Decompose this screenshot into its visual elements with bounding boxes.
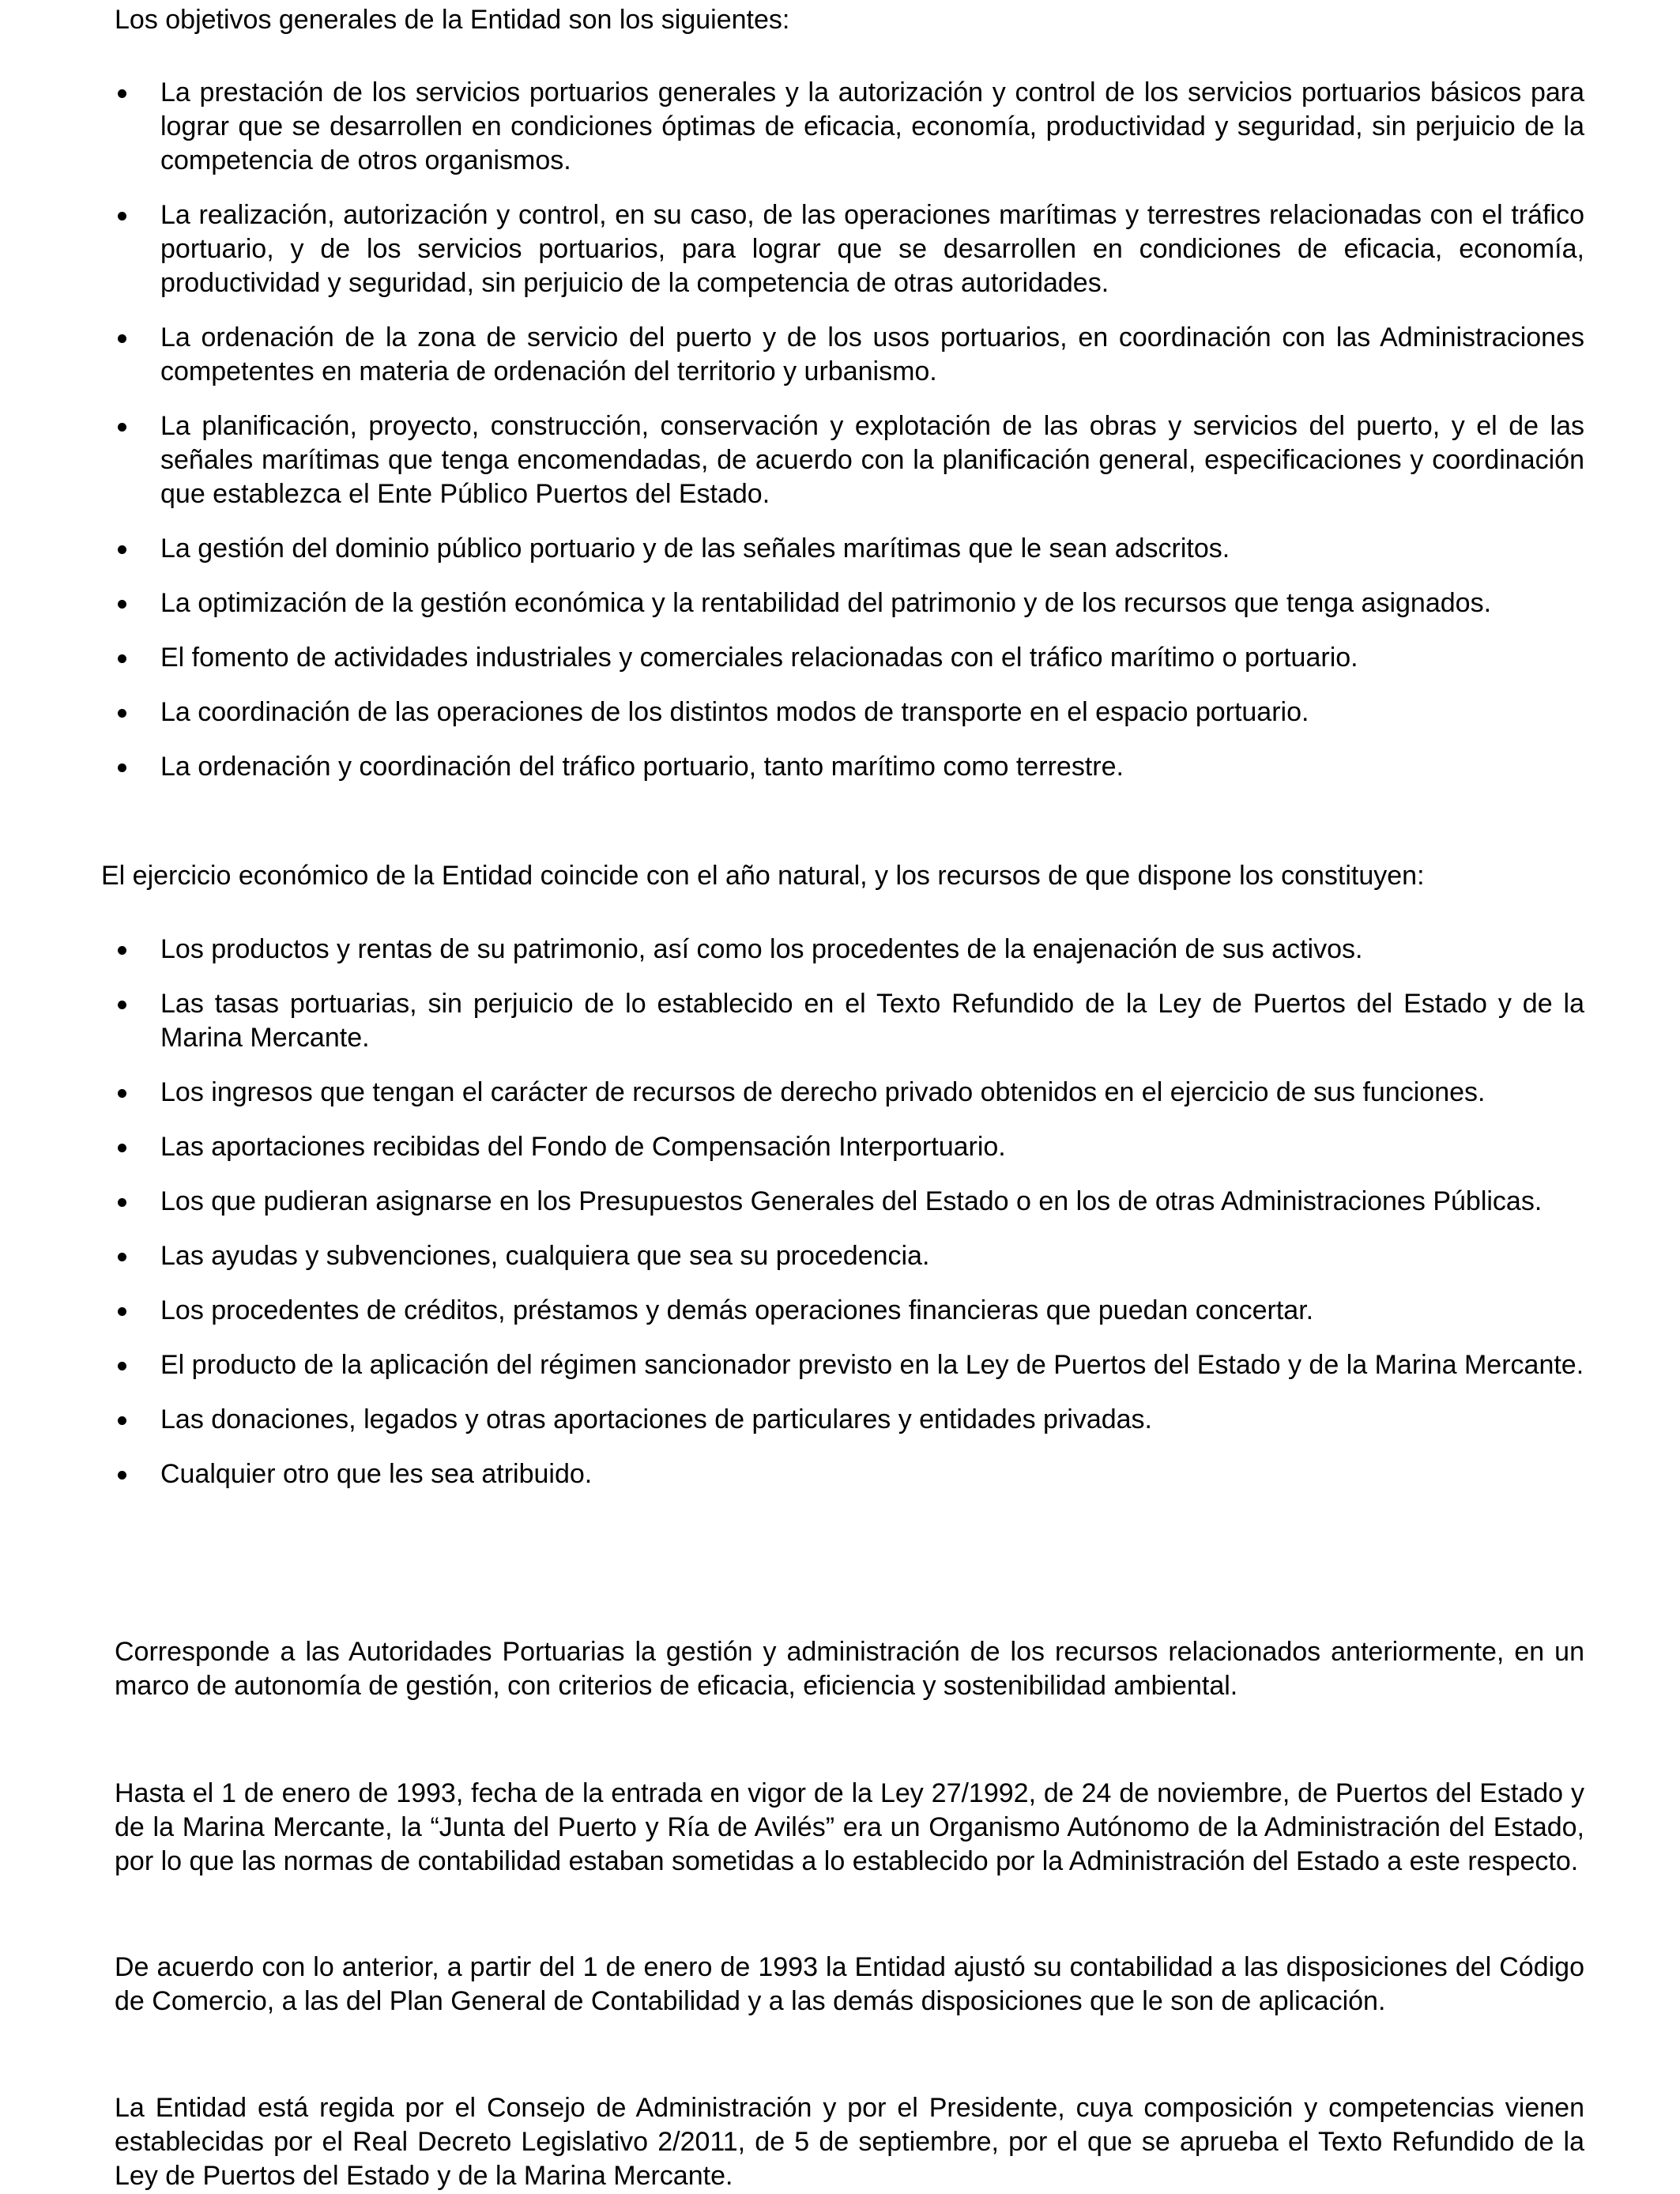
bullet-icon bbox=[118, 212, 126, 221]
list-item bbox=[115, 1076, 1584, 1110]
list-item bbox=[115, 987, 1584, 1055]
list-item-text: Las donaciones, legados y otras aportaciones de particulares y entidades privadas. bbox=[160, 1404, 1152, 1434]
list-item bbox=[115, 933, 1584, 967]
list-item bbox=[115, 532, 1584, 566]
bullet-icon bbox=[118, 423, 126, 432]
list-item-text: La planificación, proyecto, construcción, conservación y explotación de las obras y servicios del puerto, y el de las señales marítimas que tenga encomendadas, de acuerdo con la planificación general, especificaciones y coordinación que establezca el Ente Público Puertos del Estado. bbox=[160, 411, 1584, 509]
list-item bbox=[115, 1348, 1584, 1382]
list-item bbox=[115, 76, 1584, 178]
recursos-list bbox=[115, 933, 1584, 1512]
list-item-text: Cualquier otro que les sea atribuido. bbox=[160, 1459, 593, 1489]
ejercicio-paragraph: El ejercicio económico de la Entidad coincide con el año natural, y los recursos de que dispone los constituyen: bbox=[101, 861, 1425, 891]
list-item bbox=[115, 586, 1584, 620]
body-paragraph: La Entidad está regida por el Consejo de Administración y por el Presidente, cuya composición y competencias vienen establecidas por el Real Decreto Legislativo 2/2011, de 5 de septiembre, por el que se aprueba el Texto Refundido de la Ley de Puertos del Estado y de la Marina Mercante. bbox=[115, 2093, 1584, 2191]
intro-paragraph: Los objetivos generales de la Entidad son los siguientes: bbox=[115, 5, 790, 35]
bullet-icon bbox=[118, 1416, 126, 1425]
bullet-icon bbox=[118, 600, 126, 609]
list-item-text: Las ayudas y subvenciones, cualquiera que sea su procedencia. bbox=[160, 1241, 930, 1271]
list-item-text: Los productos y rentas de su patrimonio, así como los procedentes de la enajenación de sus activos. bbox=[160, 934, 1363, 964]
list-item bbox=[115, 1294, 1584, 1328]
list-item-text: La ordenación de la zona de servicio del puerto y de los usos portuarios, en coordinación con las Administraciones competentes en materia de ordenación del territorio y urbanismo. bbox=[160, 322, 1584, 386]
list-item-text: El fomento de actividades industriales y comerciales relacionadas con el tráfico marítimo o portuario. bbox=[160, 643, 1358, 673]
list-item-text: Los que pudieran asignarse en los Presupuestos Generales del Estado o en los de otras Administraciones Públicas. bbox=[160, 1186, 1543, 1216]
list-item-text: La coordinación de las operaciones de los distintos modos de transporte en el espacio portuario. bbox=[160, 697, 1309, 727]
list-item bbox=[115, 696, 1584, 729]
bullet-icon bbox=[118, 946, 126, 955]
bullet-icon bbox=[118, 1362, 126, 1370]
list-item bbox=[115, 1239, 1584, 1273]
bullet-icon bbox=[118, 1307, 126, 1316]
list-item-text: El producto de la aplicación del régimen sancionador previsto en la Ley de Puertos del Estado y de la Marina Mercante. bbox=[160, 1350, 1584, 1380]
list-item bbox=[115, 198, 1584, 300]
list-item-text: Los procedentes de créditos, préstamos y demás operaciones financieras que puedan concertar. bbox=[160, 1295, 1314, 1325]
list-item bbox=[115, 641, 1584, 675]
list-item bbox=[115, 1185, 1584, 1219]
list-item bbox=[115, 1403, 1584, 1437]
bullet-icon bbox=[118, 545, 126, 554]
bullet-icon bbox=[118, 1253, 126, 1261]
bullet-icon bbox=[118, 654, 126, 663]
list-item-text: Las aportaciones recibidas del Fondo de Compensación Interportuario. bbox=[160, 1132, 1006, 1162]
list-item bbox=[115, 321, 1584, 389]
bullet-icon bbox=[118, 334, 126, 343]
list-item-text: Los ingresos que tengan el carácter de recursos de derecho privado obtenidos en el ejercicio de sus funciones. bbox=[160, 1077, 1486, 1107]
list-item bbox=[115, 750, 1584, 784]
list-item bbox=[115, 409, 1584, 511]
list-item-text: La realización, autorización y control, en su caso, de las operaciones marítimas y terrestres relacionadas con el tráfico portuario, y de los servicios portuarios, para lograr que se desarrollen en condiciones de eficacia, economía, productividad y seguridad, sin perjuicio de la competencia de otras autoridades. bbox=[160, 200, 1584, 298]
bullet-icon bbox=[118, 763, 126, 772]
list-item-text: La gestión del dominio público portuario y de las señales marítimas que le sean adscritos. bbox=[160, 533, 1230, 564]
list-item bbox=[115, 1130, 1584, 1164]
list-item-text: La optimización de la gestión económica y la rentabilidad del patrimonio y de los recursos que tenga asignados. bbox=[160, 588, 1492, 618]
list-item-text: La ordenación y coordinación del tráfico portuario, tanto marítimo como terrestre. bbox=[160, 752, 1124, 782]
body-paragraph: Hasta el 1 de enero de 1993, fecha de la entrada en vigor de la Ley 27/1992, de 24 de noviembre, de Puertos del Estado y de la Marina Mercante, la “Junta del Puerto y Ría de Avilés” era un Organismo Autónomo de la Administración del Estado, por lo que las normas de contabilidad estaban sometidas a lo establecido por la Administración del Estado a este respecto. bbox=[115, 1778, 1584, 1876]
objetivos-list bbox=[115, 76, 1584, 805]
bullet-icon bbox=[118, 89, 126, 98]
bullet-icon bbox=[118, 1001, 126, 1009]
bullet-icon bbox=[118, 1144, 126, 1152]
bullet-icon bbox=[118, 1198, 126, 1207]
bullet-icon bbox=[118, 709, 126, 718]
list-item bbox=[115, 1457, 1584, 1491]
body-paragraph: De acuerdo con lo anterior, a partir del 1 de enero de 1993 la Entidad ajustó su contabilidad a las disposiciones del Código de Comercio, a las del Plan General de Contabilidad y a las demás disposiciones que le son de aplicación. bbox=[115, 1952, 1584, 2016]
list-item-text: Las tasas portuarias, sin perjuicio de lo establecido en el Texto Refundido de la Ley de Puertos del Estado y de la Marina Mercante. bbox=[160, 989, 1584, 1053]
bullet-icon bbox=[118, 1089, 126, 1098]
bullet-icon bbox=[118, 1471, 126, 1480]
body-paragraph: Corresponde a las Autoridades Portuarias la gestión y administración de los recursos relacionados anteriormente, en un marco de autonomía de gestión, con criterios de eficacia, eficiencia y sostenibilidad ambiental. bbox=[115, 1637, 1584, 1701]
list-item-text: La prestación de los servicios portuarios generales y la autorización y control de los servicios portuarios básicos para lograr que se desarrollen en condiciones óptimas de eficacia, economía, productividad y seguridad, sin perjuicio de la competencia de otros organismos. bbox=[160, 77, 1584, 175]
